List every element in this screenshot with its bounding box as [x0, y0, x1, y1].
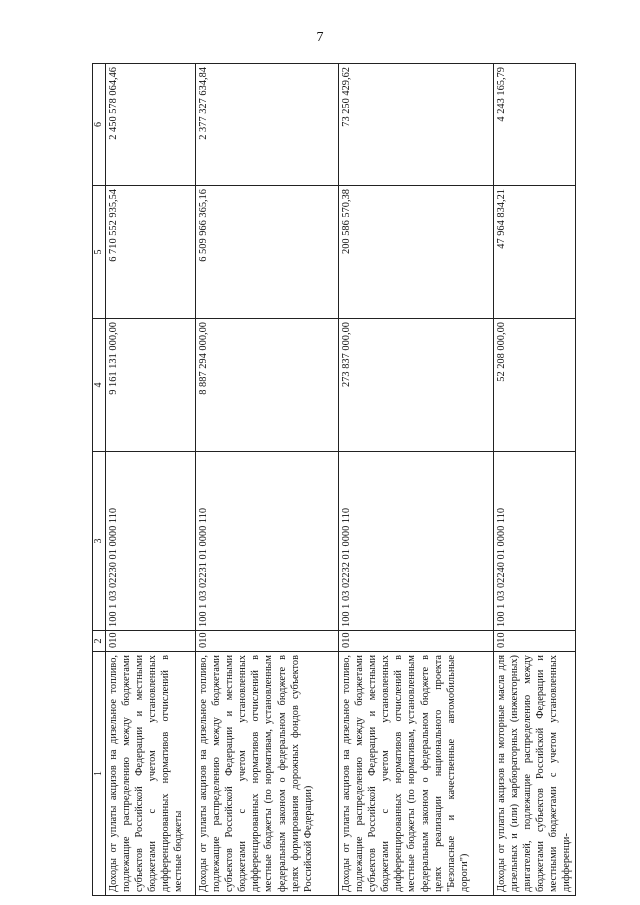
- row-col5: 6 509 966 365,16: [196, 186, 339, 319]
- table-row: [106, 64, 196, 896]
- row-col6: 2 450 578 064,46: [106, 64, 196, 186]
- row-name: Доходы от уплаты акцизов на дизельное топливо, подлежащие распределению между бюджетами субъектов Российской Федерации и местными бюджетами с учетом установленных дифференцированных нормативов отчислений в местные бюджеты (по нормативам, установленным федеральным законом о федеральном бюджете в целях реализации национального проекта "Безопасные и качественные автомобильные дороги"): [339, 652, 494, 896]
- rotated-table-container: [92, 64, 573, 896]
- data-table: [92, 63, 576, 896]
- column-header: 2: [93, 631, 106, 652]
- row-col5: 200 586 570,38: [339, 186, 494, 319]
- row-kbk: 100 1 03 02231 01 0000 110: [196, 452, 339, 631]
- column-header: 5: [93, 186, 106, 319]
- column-header: 3: [93, 452, 106, 631]
- row-name: Доходы от уплаты акцизов на дизельное топливо, подлежащие распределению между бюджетами субъектов Российской Федерации и местными бюджетами с учетом установленных дифференцированных нормативов отчислений в местные бюджеты (по нормативам, установленным федеральным законом о федеральном бюджете в целях формирования дорожных фондов субъектов Российской Федерации): [196, 652, 339, 896]
- column-header: 6: [93, 64, 106, 186]
- row-col5: 47 964 834,21: [494, 186, 576, 319]
- row-col4: 273 837 000,00: [339, 319, 494, 452]
- row-code: 010: [196, 631, 339, 652]
- row-kbk: 100 1 03 02230 01 0000 110: [106, 452, 196, 631]
- row-name: Доходы от уплаты акцизов на моторные масла для дизельных и (или) карбюраторных (инжекторных) двигателей, подлежащие распределению между бюджетами субъектов Российской Федерации и местными бюджетами с учетом установленных дифференци-: [494, 652, 576, 896]
- row-col4: 9 161 131 000,00: [106, 319, 196, 452]
- column-header: 1: [93, 652, 106, 896]
- table-row: [494, 64, 576, 896]
- row-col4: 52 208 000,00: [494, 319, 576, 452]
- row-kbk: 100 1 03 02240 01 0000 110: [494, 452, 576, 631]
- row-code: 010: [106, 631, 196, 652]
- row-code: 010: [494, 631, 576, 652]
- column-header: 4: [93, 319, 106, 452]
- row-kbk: 100 1 03 02232 01 0000 110: [339, 452, 494, 631]
- row-name: Доходы от уплаты акцизов на дизельное топливо, подлежащие распределению между бюджетами субъектов Российской Федерации и местными бюджетами с учетом установленных дифференцированных нормативов отчислений в местные бюджеты: [106, 652, 196, 896]
- table-row: [196, 64, 339, 896]
- row-code: 010: [339, 631, 494, 652]
- row-col4: 8 887 294 000,00: [196, 319, 339, 452]
- header-row: [93, 64, 106, 896]
- row-col6: 4 243 165,79: [494, 64, 576, 186]
- page-number: 7: [316, 30, 324, 45]
- row-col5: 6 710 552 935,54: [106, 186, 196, 319]
- row-col6: 73 250 429,62: [339, 64, 494, 186]
- row-col6: 2 377 327 634,84: [196, 64, 339, 186]
- table-row: [339, 64, 494, 896]
